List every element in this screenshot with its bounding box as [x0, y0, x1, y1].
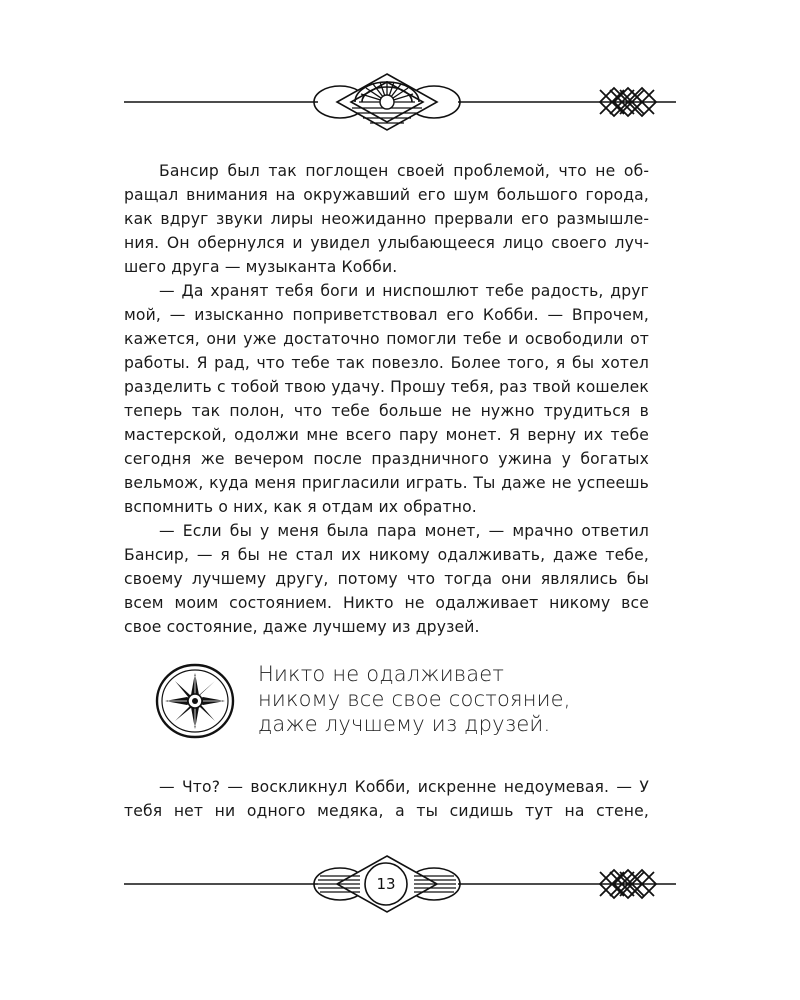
header-ornament — [0, 72, 800, 132]
paragraph: — Да хранят тебя боги и ниспошлют тебе радость, друг мой, — изысканно поприветствовал его Кобби. — Впрочем, кажется, они уже достаточно помогли тебе и освободили от работы. Я рад, что тебе так повезло. Более того, я бы хотел разделить с тобой твою удачу. Прошу тебя, раз твой кошелек теперь так полон, что тебе больше не нужно трудиться в мастерской, одолжи мне всего пару монет. Я верну их тебе сегодня же вечером после праздничного ужина у богатых вельмож, куда меня пригласили играть. Ты даже не успеешь вспомнить о них, как я отдам их обратно. — [124, 282, 649, 516]
page-number: 13 — [376, 875, 396, 893]
pull-quote-text — [258, 662, 658, 737]
paragraph: — Если бы у меня была пара монет, — мрачно ответил Бансир, — я бы не стал их никому одалживать, даже тебе, своему лучшему другу, потому что тогда они являлись бы всем моим состоянием. Никто не одалживает никому все свое состояние, даже лучшему из друзей. — [124, 522, 649, 636]
body-text-main — [124, 159, 649, 639]
pull-quote-line: никому все свое состояние, — [258, 687, 571, 711]
pull-quote — [154, 660, 654, 740]
paragraph: — Что? — воскликнул Кобби, искренне недоумевая. — У тебя нет ни одного медяка, а ты сидишь тут на стене, — [124, 778, 649, 820]
pull-quote-line: Никто не одалживает — [258, 662, 505, 686]
pull-quote-line: даже лучшему из друзей. — [258, 712, 551, 736]
ornament-divider-icon — [0, 72, 800, 132]
paragraph: Бансир был так поглощен своей проблемой, что не обращал внимания на окружавший его шум большого города, как вдруг звуки лиры неожиданно прервали его размышления. Он обернулся и увидел улыбающееся лицо своего лучшего друга — музыканта Кобби. — [124, 162, 649, 276]
star-emblem-icon — [154, 660, 236, 742]
body-text-tail — [124, 775, 649, 823]
